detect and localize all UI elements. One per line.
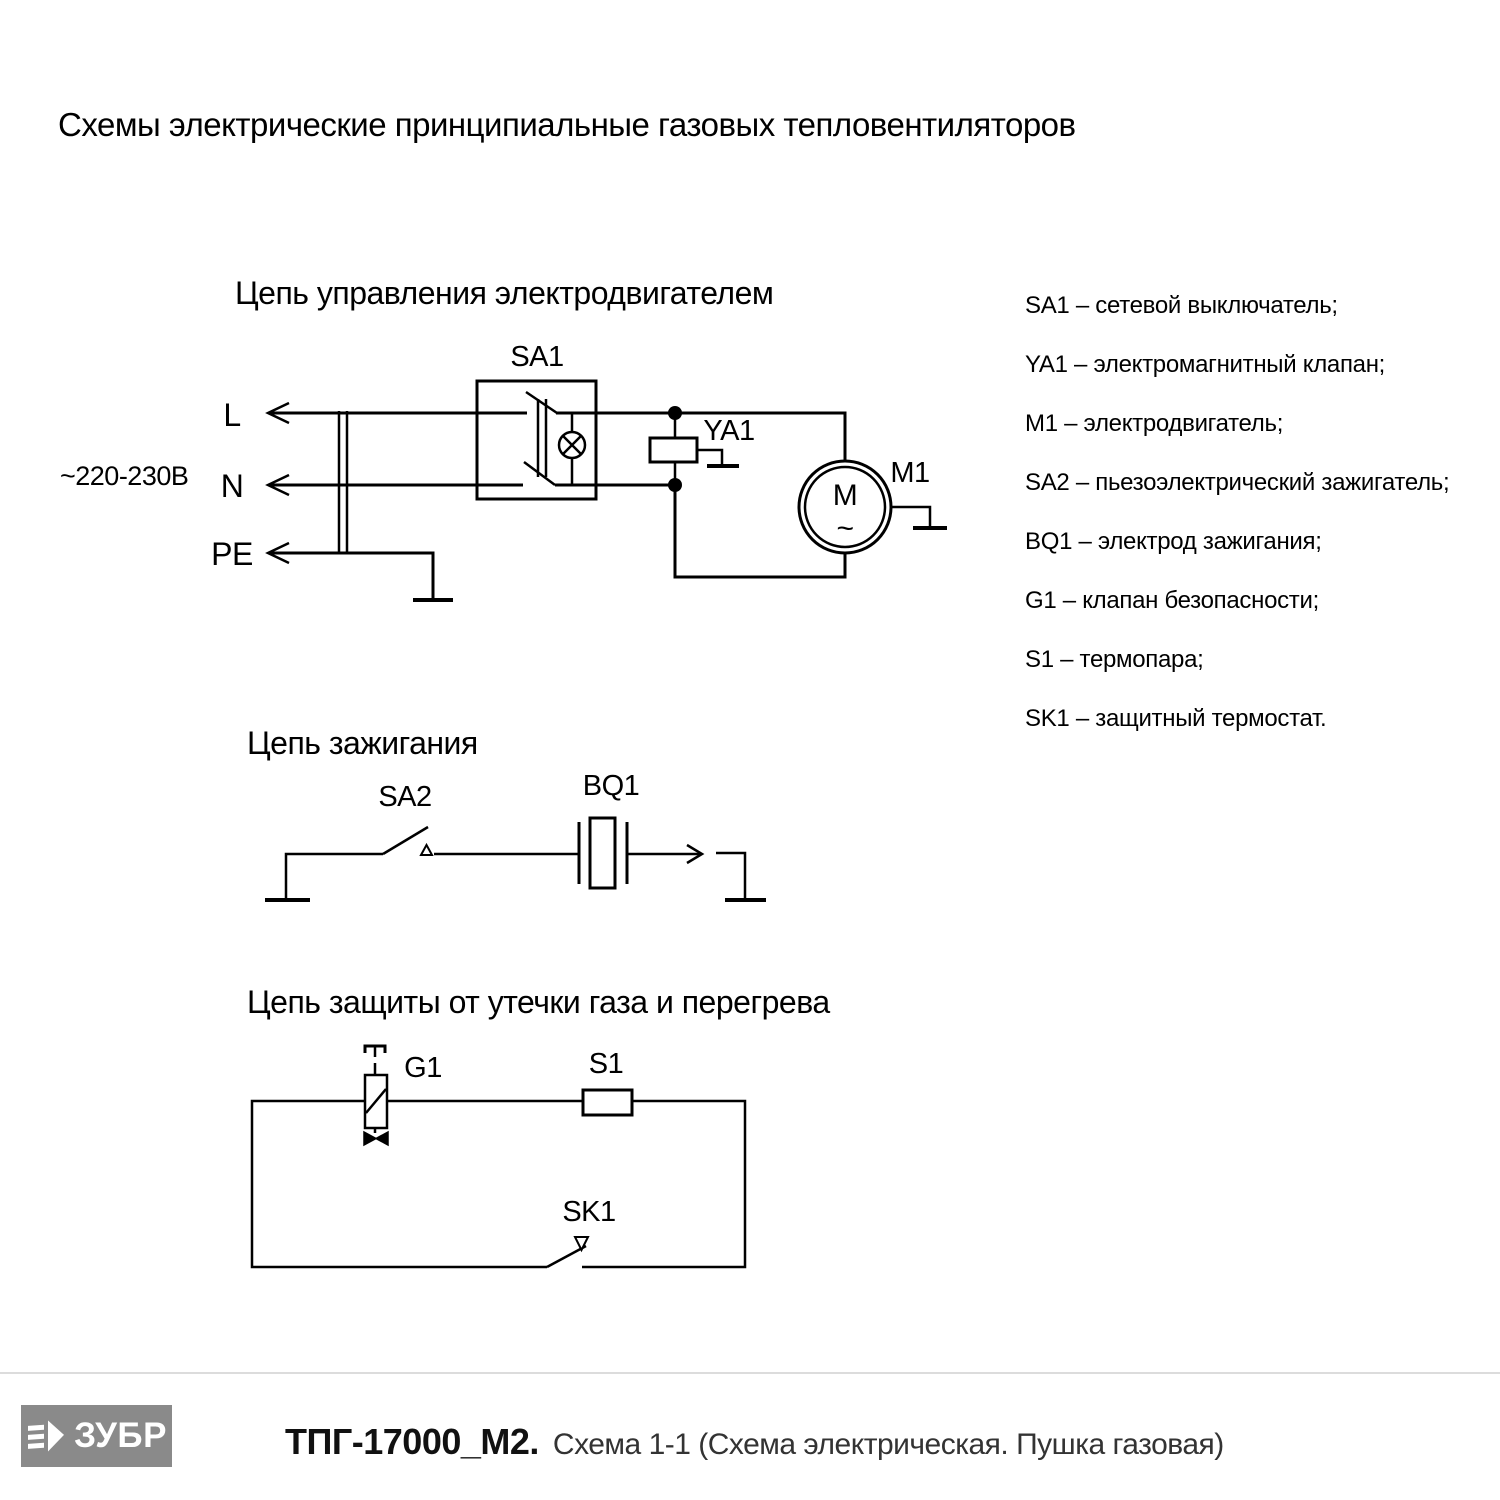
sa2-lever (383, 827, 428, 854)
legend-item-g1: G1 – клапан безопасности; (1025, 587, 1319, 614)
sa1-mechanical-link (538, 399, 546, 477)
legend-item-sa1: SA1 – сетевой выключатель; (1025, 292, 1338, 319)
legend-item-ya1: YA1 – электромагнитный клапан; (1025, 351, 1386, 378)
wire-n-down (675, 485, 845, 577)
sa1-lever-bottom (524, 462, 555, 485)
m1-label: M1 (890, 457, 930, 489)
g1-valve-bowtie-icon (364, 1132, 388, 1145)
footer-divider (0, 1372, 1500, 1374)
loop-wires (252, 1101, 745, 1267)
lamp-cross-icon (563, 436, 581, 454)
cable-marker (339, 411, 347, 553)
protection-circuit (252, 1046, 745, 1267)
ground-drop-left (286, 854, 383, 899)
legend-item-bq1: BQ1 – электрод зажигания; (1025, 528, 1322, 555)
motor-ac-tilde: ~ (836, 512, 854, 545)
motor-ground-wire (891, 507, 930, 527)
footer-model: ТПГ-17000_М2. (285, 1421, 539, 1462)
line-n-label: N (220, 468, 244, 504)
ya1-label: YA1 (703, 415, 755, 447)
line-pe-label: PE (211, 536, 253, 572)
zubr-logo-text: ЗУБР (74, 1416, 167, 1455)
legend-item-sk1: SK1 – защитный термостат. (1025, 705, 1327, 732)
line-l-label: L (223, 397, 241, 433)
s1-label: S1 (588, 1048, 624, 1080)
footer-caption-row (285, 1421, 1224, 1463)
sa1-lever-top (526, 392, 557, 413)
motor-letter: M (832, 479, 858, 512)
g1-valve-diagonal (366, 1089, 386, 1113)
wire-l-out (556, 413, 845, 461)
ground-bracket (716, 853, 745, 899)
zubr-logo-icon (26, 1414, 68, 1458)
g1-label: G1 (404, 1052, 442, 1084)
ignition-circuit (267, 818, 764, 900)
ya1-ground-wire (697, 450, 722, 466)
footer-caption: Схема 1-1 (Схема электрическая. Пушка газовая) (552, 1428, 1224, 1461)
legend-item-m1: M1 – электродвигатель; (1025, 410, 1284, 437)
sa1-label: SA1 (510, 341, 564, 373)
protection-circuit-title: Цепь защиты от утечки газа и перегрева (247, 984, 830, 1020)
legend-item-s1: S1 – термопара; (1025, 646, 1204, 673)
sa2-label: SA2 (378, 781, 432, 813)
legend-item-sa2: SA2 – пьезоэлектрический зажигатель; (1025, 469, 1450, 496)
sk1-contact-icon (575, 1237, 588, 1250)
page-title: Схемы электрические принципиальные газовых тепловентиляторов (58, 106, 1076, 143)
sk1-label: SK1 (562, 1196, 616, 1228)
s1-thermocouple-symbol (583, 1090, 632, 1115)
sa2-actuator-icon (421, 845, 432, 855)
bq1-element (590, 818, 615, 888)
voltage-label: ~220-230В (60, 461, 189, 491)
ignition-circuit-title: Цепь зажигания (247, 725, 478, 761)
ya1-coil-symbol (650, 438, 697, 462)
motor-circuit-title: Цепь управления электродвигателем (235, 275, 774, 311)
wire-pe (268, 553, 433, 600)
bq1-label: BQ1 (582, 770, 640, 802)
zubr-logo (21, 1405, 172, 1467)
